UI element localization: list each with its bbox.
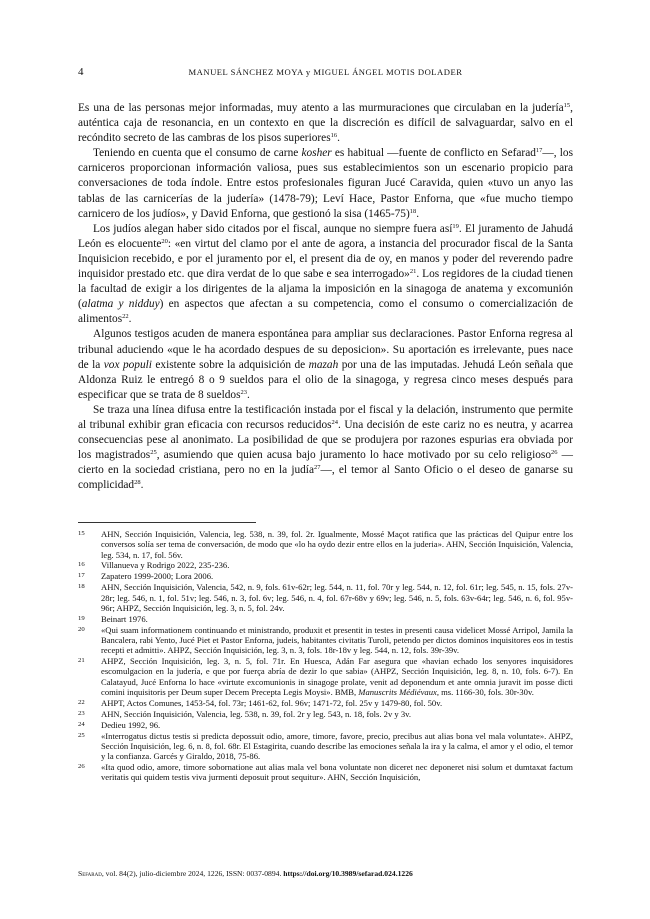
page-footer: [78, 869, 573, 878]
text-run: ) en aspectos que afectan a su competencia, como el consumo o comercialización de alimentos: [78, 298, 573, 326]
footnote-ref: 26: [551, 449, 558, 457]
footnote: [78, 698, 573, 708]
footnote-number: 26: [78, 763, 85, 771]
text-run: Teniendo en cuenta que el consumo de carne: [93, 147, 302, 160]
footnote: [78, 720, 573, 730]
footnote: [78, 614, 573, 624]
footnote-ref: 15: [563, 102, 571, 109]
text-run: : «en virtut del clamo por el ante de agora, a instancia del procurador fiscal de la Santa Inquisicion recebido, e por el juramento por el, el present dia de oy, en manos y poder del reverendo padre inquisidor prestado etc. que dira verdat de lo que sabe e sea interrogado»: [78, 237, 574, 281]
footnote-number: 20: [78, 625, 85, 633]
text-run: Villanueva y Rodrigo 2022, 235-236.: [101, 560, 230, 571]
text-run: —, el temor al Santo Oficio o el deseo de ganarse su complicidad: [78, 464, 573, 492]
footnote-ref: 19: [452, 222, 459, 230]
text-run: Es una de las personas mejor informadas, muy atento a las murmuraciones que circulaban en la judería: [78, 102, 564, 114]
footnote-ref: 28: [134, 479, 141, 487]
italic-text: mazah: [308, 358, 339, 371]
text-run: , auténtica caja de resonancia, en un contexto en que la discreción es difícil de salvaguardar, salvo en el recóndito secreto de las cambras de los pisos superiores: [78, 102, 573, 145]
text-run: existente sobre la adquisición de: [151, 358, 309, 371]
footnote-number: 18: [78, 583, 85, 591]
footnote-number: 16: [78, 561, 85, 569]
text-run: AHN, Sección Inquisición, Valencia, leg. 538, n. 39, fol. 2r. Igualmente, Mossé Maçot ratifica que las prácticas del Quipur entre los conversos solía ser tema de conversación, de modo que «lo ha oydo dezir entre ellos en la juderia». AHN, Sección Inquisición, Valencia, leg. 534, n. 17, fol. 56v.: [101, 529, 573, 560]
footnote-ref: 21: [409, 268, 417, 276]
text-run: «Ita quod odio, amore, timore sobornatione aut alias mala vel bona voluntate non diceret nec deponeret nisi solum et dumtaxat factum veritatis qui quidem testis viva jurmenti deposuit prout sequitur». AHN, Sección Inquisición,: [101, 762, 573, 783]
footnote-ref: 27: [314, 464, 321, 472]
paragraph: [78, 146, 573, 221]
footnote-number: 24: [78, 720, 85, 728]
text-run: Beinart 1976.: [101, 613, 148, 624]
text-run: .: [247, 388, 250, 401]
footnote: [78, 529, 573, 560]
text-run: .: [416, 207, 420, 220]
text-run: Se traza una línea difusa entre la testificación instada por el fiscal y la delación, instrumento que permite al tribunal exhibir gran eficacia con recursos reducidos: [78, 403, 573, 431]
footnote: [78, 582, 573, 613]
footnote: [78, 762, 573, 783]
footnote: [78, 656, 573, 697]
footnote-number: 25: [78, 731, 85, 739]
text-run: «Qui suam informationem continuando et ministrando, produxit et presentit in testes in presenti causa videlicet Mossé Arripol, Jamila la Bancalera, rabi Yento, Jucé Piet et Pastor Enforna, judeis, habitantes civitatis Turoli, petendo per dictos dominos inquisitores eos in testis recepti et admitti». AHPZ, Sección Inquisición, leg. 3, n. 3, fols. 18r-18v y leg. 544, n. 12, fols. 39r-39v.: [101, 624, 573, 656]
text-run: AHPT, Actos Comunes, 1453-54, fol. 73r; 1461-62, fol. 96v; 1471-72, fol. 25v y 1479-80, fol. 50v.: [101, 697, 443, 708]
text-run: AHPZ, Sección Inquisición, leg. 3, n. 5, fol. 71r. En Huesca, Adán Far asegura que «havian echado los senyores inquisidores escomulgacion en la judería, e que por fuerça abría de dezir lo que sabia» (AHPZ, Sección Inquisición, leg. 8, n. 10, fols. 6-7). En Calatayud, Jucé Enforna lo hace «virtute excomunionis in sinagoge prolate, venit ad deponendum et ante omnia juravit im posse dicti comini inquisitoris per Deum super Decem Precepta Legis Moysi». BMB,: [101, 656, 573, 698]
footnote: [78, 625, 573, 656]
paragraph: [78, 222, 573, 328]
footnote-number: 15: [78, 530, 85, 537]
text-run: es habitual —fuente de conflicto en Sefarad: [331, 147, 536, 160]
text-run: «Interrogatus dictus testis si predicta depossuit odio, amore, timore, favore, precio, precibus aut alias bona vel mala voluntate». AHPZ, Sección Inquisición, leg. 6, n. 8, fol. 68r. El Estagirita, cuando describe las emociones señala la ira y la calma, el amor y el odio, el temor y la confianza. Garcés y Giraldo, 2018, 75-86.: [101, 730, 573, 762]
footnote: [78, 709, 573, 719]
text-run: . Una decisión de este cariz no es neutra, y acarrea consecuencias pese al anonimato. La posibilidad de que se produjera por razones espurias era obviada por los magistrados: [78, 418, 573, 462]
text-run: —cierto en la sociedad cristiana, pero no en la judía: [78, 449, 573, 477]
footnote-ref: 22: [122, 313, 129, 321]
footnote-ref: 17: [535, 147, 543, 155]
text-run: por una de las imputadas. Jehudá León señala que Aldonza Ruiz le entregó 8 o 9 sueldos para el olio de la sinagoga, y regresa cinco meses después para especificar que se trata de 8 sueldos: [78, 358, 573, 401]
italic-text: alatma y nidduy: [81, 298, 160, 311]
running-header: [78, 66, 573, 80]
footnote-ref: 25: [150, 449, 157, 457]
footnote-number: 23: [78, 709, 85, 717]
text-run: . Los regidores de la ciudad tienen la facultad de exigir a los dirigentes de la aljama la imposición en la sinagoga de anatema y excomunión (: [78, 268, 573, 311]
text-run: Los judíos alegan haber sido citados por el fiscal, aunque no siempre fuera así: [93, 222, 453, 235]
running-title: MANUEL SÁNCHEZ MOYA y MIGUEL ÁNGEL MOTIS DOLADER: [188, 67, 463, 77]
footnote-number: 19: [78, 614, 85, 622]
text-run: Zapatero 1999-2000; Lora 2006.: [101, 571, 214, 582]
doi-link[interactable]: https://doi.org/10.3989/sefarad.024.1226: [283, 869, 413, 878]
text-run: .: [337, 132, 340, 145]
paragraph: [78, 101, 573, 146]
journal-name: Sefarad: [78, 869, 102, 878]
page-number: 4: [78, 66, 84, 78]
footnote-ref: 23: [240, 388, 248, 396]
text-run: .: [140, 479, 144, 492]
paragraph: [78, 403, 573, 494]
text-run: . El juramento de Jahudá León es elocuente: [78, 222, 573, 250]
text-run: AHN, Sección Inquisición, Valencia, leg. 538, n. 39, fol. 2r y leg. 543, n. 18, fols. 2v y 3v.: [101, 708, 412, 719]
footnotes: [78, 529, 573, 783]
text-run: AHN, Sección Inquisición, Valencia, 542, n. 9, fols. 61v-62r; leg. 544, n. 11, fol. 70r y leg. 544, n. 12, fol. 61r; leg. 545, n. 15, fols. 27v-28r; leg. 546, n. 1, fol. 51v; leg. 546, n. 3, fol. 6v; leg. 546, n. 4, fol. 67r-68v y 69v; leg. 546, n. 5, fols. 63v-64r; leg. 546, n. 6, fol. 95v-96r; AHPZ, Sección Inquisición, leg. 3, n. 5, fol. 24v.: [101, 582, 573, 613]
paragraph: [78, 327, 573, 402]
text-run: , ms. 1166-30, fols. 30r-30v.: [436, 687, 534, 698]
footnote-ref: 16: [330, 132, 338, 140]
italic-text: kosher: [301, 147, 332, 160]
body-text: [78, 101, 573, 493]
italic-text: vox populi: [103, 358, 152, 371]
italic-text: Manuscrits Médiévaux: [358, 687, 437, 698]
text-run: Algunos testigos acuden de manera espontánea para ampliar sus declaraciones. Pastor Enforna regresa al tribunal aduciendo «que le ha acordado despues de su deposicion». Su aportación es irrelevante, pues nace de la: [78, 328, 573, 371]
footnote: [78, 571, 573, 581]
footnote: [78, 560, 573, 570]
footnote: [78, 731, 573, 762]
footnote-number: 21: [78, 657, 85, 665]
footnote-ref: 24: [331, 418, 339, 426]
footnote-separator: [78, 522, 256, 523]
text-run: .: [128, 313, 132, 326]
text-run: Dedieu 1992, 96.: [101, 719, 161, 730]
text-run: , asumiendo que quien acusa bajo juramento lo hace motivado por su celo religioso: [156, 449, 552, 462]
footnote-number: 22: [78, 698, 85, 706]
text-run: —, los carniceros proporcionan información valiosa, pues sus establecimientos son un escenario propicio para conversaciones de toda índole. Entre estos profesionales figuran Jucé Caravida, quien «tuvo un anyo las tablas de las carnicerías de la judería» (1478-79); Leví Hace, Pastor Enforna, que «fue mucho tiempo carnicero de los judíos», y David Enforna, que gestionó la sisa (1465-75): [78, 147, 573, 220]
journal-citation: , vol. 84(2), julio-diciembre 2024, 1226, ISSN: 0037-0894.: [101, 869, 282, 878]
footnote-number: 17: [78, 572, 85, 580]
footnote-ref: 18: [409, 207, 417, 215]
footnote-ref: 20: [161, 237, 168, 245]
